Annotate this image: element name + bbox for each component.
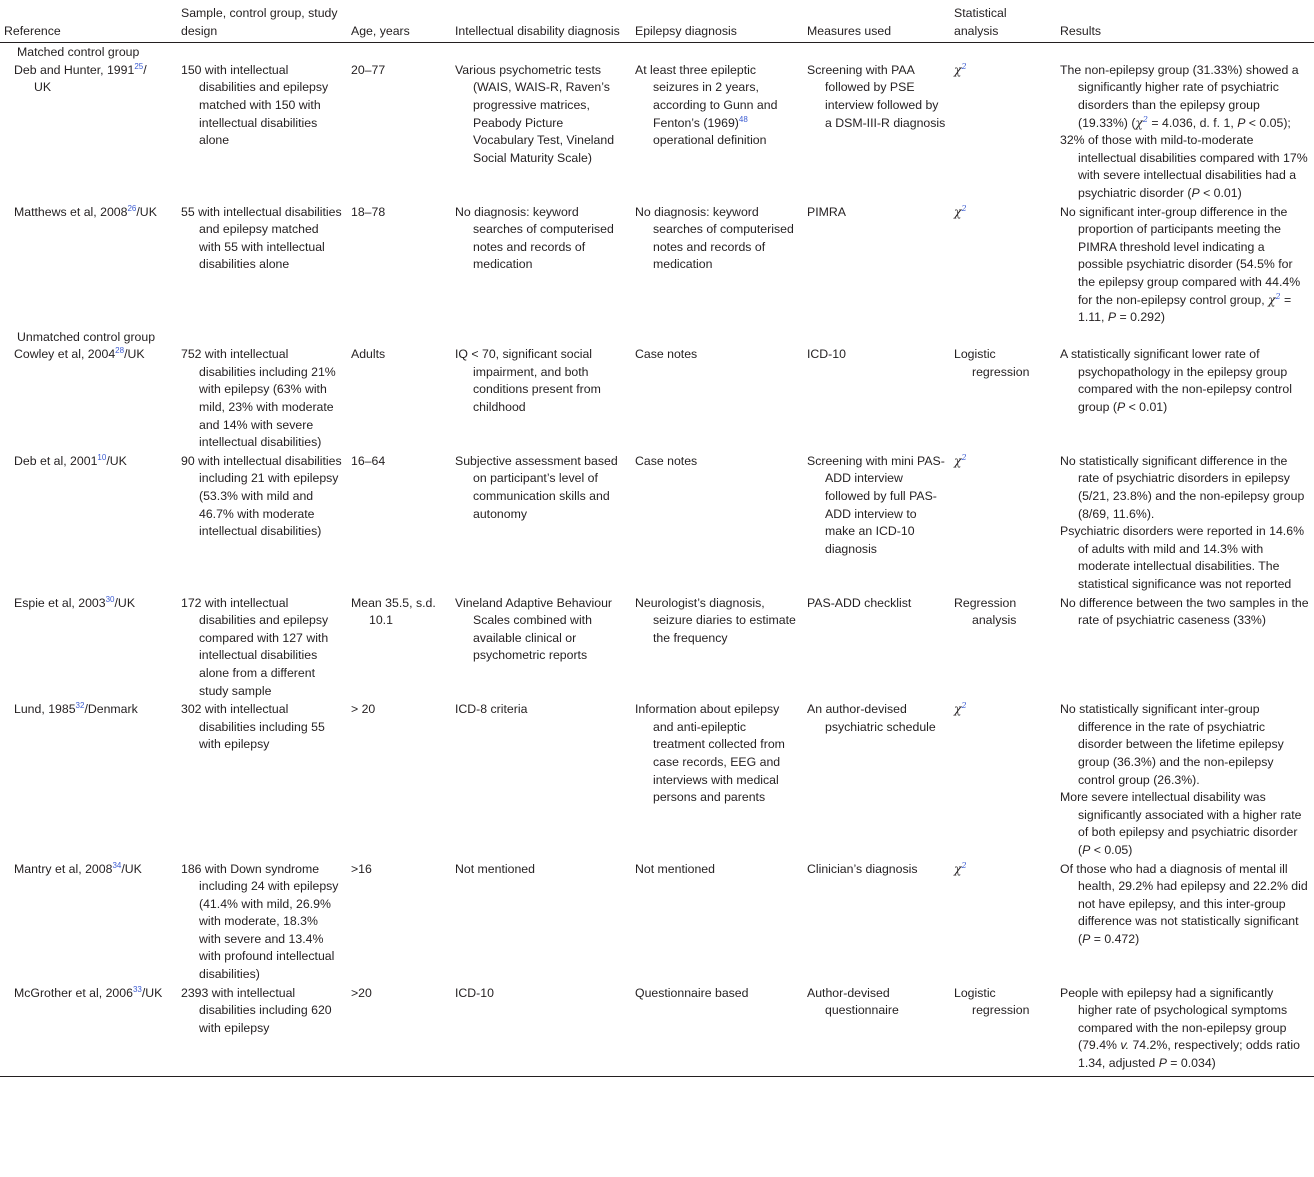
table-row [0, 62, 1314, 204]
results-text [1060, 204, 1310, 327]
p-symbol: P [1116, 400, 1126, 415]
results-part: No significant inter-group difference in the proportion of participants meeting the PIMRA threshold level indicating a possible psychiatric disorder (54.5% for the epilepsy group compared with 44.4% for the non-epilepsy control group, [1060, 204, 1301, 307]
sample-text: 186 with Down syndrome including 24 with epilepsy (41.4% with mild, 26.9% with moderate, 18.3% with severe and 13.4% with profound intellectual disabilities) [181, 861, 339, 982]
sample-text: 90 with intellectual disabilities including 21 with epilepsy (53.3% with mild and 46.7% with moderate intellectual disabilities) [181, 453, 342, 539]
epilepsy-text-end: operational definition [653, 133, 767, 148]
age-text: Mean 35.5, s.d. 10.1 [351, 595, 436, 628]
table-row [0, 595, 1314, 702]
cell-sample [177, 595, 347, 702]
cell-id-diagnosis [451, 62, 631, 204]
reference-suffix: /UK [124, 347, 145, 362]
reference-country: UK [34, 80, 52, 95]
chi-exponent: 2 [1275, 291, 1281, 301]
cell-measures [803, 595, 950, 702]
cell-measures [803, 861, 950, 985]
id-diagnosis-text: Various psychometric tests (WAIS, WAIS-R, Raven’s progressive matrices, Peabody Picture Vocabulary Test, Vineland Social Maturity Scale) [455, 62, 615, 165]
id-diagnosis-text: ICD-10 [455, 985, 494, 1000]
reference-suffix: /Denmark [84, 702, 138, 717]
cell-epilepsy-diagnosis [631, 62, 803, 204]
reference-citation[interactable]: 33 [132, 984, 142, 994]
cell-results [1056, 346, 1314, 453]
cell-age [347, 346, 451, 453]
results-text: No statistically significant difference in the rate of psychiatric disorders in epilepsy (5/21, 23.8%) and the non-epilepsy group (8/69, 11.6%). [1060, 453, 1305, 521]
cell-reference [0, 701, 177, 860]
age-text: 20–77 [351, 62, 386, 77]
cell-age [347, 204, 451, 328]
epilepsy-text: Not mentioned [635, 861, 715, 876]
reference-citation[interactable]: 28 [115, 346, 125, 356]
versus-abbrev: v. [1120, 1038, 1130, 1053]
group-row-unmatched [0, 328, 1314, 347]
cell-age [347, 453, 451, 595]
group-row-matched [0, 43, 1314, 62]
chi-square-exponent: 2 [961, 61, 967, 71]
reference-text: Deb et al, 2001 [14, 453, 98, 468]
results-text-2 [1060, 132, 1310, 202]
col-header-reference: Reference [0, 0, 177, 43]
results-text: No statistically significant inter-group difference in the rate of psychiatric disorder between the lifetime epilepsy group (36.3%) and the non-epilepsy control group (26.3%). [1060, 702, 1284, 787]
cell-sample [177, 985, 347, 1076]
age-text: Adults [351, 347, 386, 362]
id-diagnosis-text: ICD-8 criteria [455, 702, 528, 717]
cell-id-diagnosis [451, 453, 631, 595]
results-part: < 0.05) [1090, 842, 1133, 857]
epilepsy-text: Case notes [635, 347, 698, 362]
cell-id-diagnosis [451, 346, 631, 453]
epilepsy-text: At least three epileptic seizures in 2 years, according to Gunn and Fenton’s (1969) [635, 62, 778, 130]
cell-statistics [950, 861, 1056, 985]
col-header-measures: Measures used [803, 0, 950, 43]
sample-text: 55 with intellectual disabilities and epilepsy matched with 55 with intellectual disabilities alone [181, 204, 342, 272]
p-symbol: P [1107, 310, 1117, 325]
reference-citation[interactable]: 26 [127, 203, 137, 213]
measures-text: Screening with mini PAS-ADD interview followed by full PAS-ADD interview to make an ICD-10 diagnosis [807, 453, 945, 556]
p-symbol: P [1082, 842, 1091, 857]
reference-text: Espie et al, 2003 [14, 595, 106, 610]
col-header-epilepsy-diagnosis: Epilepsy diagnosis [631, 0, 803, 43]
id-diagnosis-text: Not mentioned [455, 861, 535, 876]
reference-suffix: /UK [114, 595, 136, 610]
chi-square-symbol: χ [954, 861, 962, 876]
results-text [1060, 62, 1310, 132]
col-header-age: Age, years [347, 0, 451, 43]
results-part: = 4.036, d. f. 1, [1147, 115, 1238, 130]
results-part: 74.2%, respectively; odds ratio 1.34, adjusted [1078, 1038, 1300, 1071]
cell-statistics [950, 62, 1056, 204]
cell-statistics [950, 985, 1056, 1076]
statistics-text: Logistic regression [954, 347, 1030, 379]
col-header-results: Results [1056, 0, 1314, 43]
reference-text: Lund, 1985 [14, 702, 76, 717]
results-text-2: Psychiatric disorders were reported in 14.6% of adults with mild and 14.3% with moderate intellectual disabilities. The statistical significance was not reported [1060, 524, 1304, 591]
group-label: Matched control group [17, 45, 140, 60]
cell-sample [177, 62, 347, 204]
results-part: = 0.472) [1090, 931, 1140, 946]
cell-reference [0, 985, 177, 1076]
reference-suffix: /UK [106, 453, 127, 468]
cell-statistics [950, 204, 1056, 328]
reference-suffix: /UK [121, 861, 142, 876]
cell-reference [0, 204, 177, 328]
results-text [1060, 346, 1310, 416]
cell-id-diagnosis [451, 985, 631, 1076]
table-row [0, 204, 1314, 328]
chi-square-exponent: 2 [961, 701, 967, 711]
chi-symbol: χ [1268, 292, 1276, 307]
cell-id-diagnosis [451, 701, 631, 860]
cell-statistics [950, 701, 1056, 860]
cell-measures [803, 985, 950, 1076]
sample-text: 752 with intellectual disabilities including 21% with epilepsy (63% with mild, 23% with moderate and 14% with severe intellectual disabilities) [181, 347, 336, 450]
cell-sample [177, 701, 347, 860]
results-text [1060, 985, 1310, 1073]
epilepsy-text: Case notes [635, 453, 698, 468]
cell-age [347, 595, 451, 702]
measures-text: ICD-10 [807, 347, 846, 362]
age-text: > 20 [351, 702, 376, 717]
reference-suffix: /UK [136, 204, 157, 219]
chi-square-symbol: χ [954, 62, 962, 77]
reference-text: Mantry et al, 2008 [14, 861, 113, 876]
chi-square-exponent: 2 [961, 203, 967, 213]
cell-id-diagnosis [451, 204, 631, 328]
cell-results [1056, 453, 1314, 595]
reference-text: Matthews et al, 2008 [14, 204, 128, 219]
reference-citation[interactable]: 32 [75, 701, 85, 711]
table-row [0, 701, 1314, 860]
chi-square-symbol: χ [954, 204, 962, 219]
results-part: More severe intellectual disability was significantly associated with a higher rate of both epilepsy and psychiatric disorder ( [1060, 790, 1302, 857]
cell-results [1056, 985, 1314, 1076]
age-text: 16–64 [351, 453, 386, 468]
chi-square-exponent: 2 [961, 860, 967, 870]
cell-age [347, 861, 451, 985]
reference-citation[interactable]: 34 [112, 860, 122, 870]
cell-reference [0, 346, 177, 453]
cell-results [1056, 701, 1314, 860]
cell-reference [0, 595, 177, 702]
cell-statistics [950, 346, 1056, 453]
results-part: < 0.01) [1125, 400, 1168, 415]
results-part: = 1.11, [1078, 292, 1292, 325]
measures-text: Author-devised questionnaire [807, 985, 899, 1018]
sample-text: 302 with intellectual disabilities including 55 with epilepsy [181, 702, 325, 752]
p-symbol: P [1191, 185, 1200, 200]
epilepsy-text: Information about epilepsy and anti-epileptic treatment collected from case records, EEG and interviews with medical persons and parents [635, 702, 785, 805]
results-part: A statistically significant lower rate of psychopathology in the epilepsy group compared with the non-epilepsy control group ( [1060, 347, 1292, 415]
reference-text: Cowley et al, 2004 [14, 347, 116, 362]
id-diagnosis-text: Vineland Adaptive Behaviour Scales combined with available clinical or psychometric reports [455, 595, 613, 663]
statistics-text: Regression analysis [954, 595, 1017, 628]
cell-epilepsy-diagnosis [631, 701, 803, 860]
results-text: No difference between the two samples in the rate of psychiatric caseness (33%) [1060, 595, 1309, 628]
reference-text: McGrother et al, 2006 [14, 985, 133, 1000]
reference-citation[interactable]: 25 [134, 61, 144, 71]
p-symbol: P [1158, 1056, 1167, 1071]
cell-reference [0, 62, 177, 204]
epilepsy-text: Neurologist’s diagnosis, seizure diaries to estimate the frequency [635, 595, 796, 645]
results-part: The non-epilepsy group (31.33%) showed a significantly higher rate of psychiatric disorders than the epilepsy group (19.33%) ( [1060, 62, 1299, 130]
chi-square-symbol: χ [954, 702, 962, 717]
col-header-intellectual-disability-diagnosis: Intellectual disability diagnosis [451, 0, 631, 43]
measures-text: PIMRA [807, 204, 846, 219]
p-symbol: P [1082, 931, 1091, 946]
cell-results [1056, 204, 1314, 328]
epilepsy-text: Questionnaire based [635, 985, 749, 1000]
statistics-text: Logistic regression [954, 985, 1030, 1018]
col-header-statistical-analysis: Statistical analysis [950, 0, 1056, 43]
cell-sample [177, 453, 347, 595]
cell-id-diagnosis [451, 861, 631, 985]
group-label: Unmatched control group [17, 329, 156, 344]
cell-epilepsy-diagnosis [631, 861, 803, 985]
reference-citation[interactable]: 30 [105, 594, 115, 604]
cell-age [347, 62, 451, 204]
results-text [1060, 861, 1310, 949]
age-text: 18–78 [351, 204, 386, 219]
results-part: = 0.292) [1116, 310, 1165, 325]
cell-statistics [950, 453, 1056, 595]
cell-measures [803, 346, 950, 453]
cell-epilepsy-diagnosis [631, 204, 803, 328]
measures-text: Screening with PAA followed by PSE interview followed by a DSM-III-R diagnosis [807, 62, 946, 130]
cell-measures [803, 701, 950, 860]
cell-results [1056, 595, 1314, 702]
measures-text: Clinician’s diagnosis [807, 861, 918, 876]
cell-measures [803, 62, 950, 204]
id-diagnosis-text: No diagnosis: keyword searches of computerised notes and records of medication [455, 204, 614, 272]
results-part: 32% of those with mild-to-moderate intellectual disabilities compared with 17% with severe intellectual disabilities had a psychiatric disorder ( [1060, 133, 1308, 200]
cell-results [1056, 62, 1314, 204]
chi-symbol: χ [1135, 115, 1143, 130]
results-part: < 0.05); [1245, 115, 1291, 130]
cell-age [347, 701, 451, 860]
table-header [0, 0, 1314, 43]
measures-text: An author-devised psychiatric schedule [807, 702, 936, 734]
cell-epilepsy-diagnosis [631, 985, 803, 1076]
cell-epilepsy-diagnosis [631, 346, 803, 453]
sample-text: 150 with intellectual disabilities and epilepsy matched with 150 with intellectual disabilities alone [181, 62, 329, 148]
cell-epilepsy-diagnosis [631, 595, 803, 702]
results-part: Of those who had a diagnosis of mental ill health, 29.2% had epilepsy and 22.2% did not have epilepsy, and this inter-group difference was not statistically significant ( [1060, 861, 1308, 946]
cell-sample [177, 204, 347, 328]
id-diagnosis-text: IQ < 70, significant social impairment, and both conditions present from childhood [455, 347, 601, 415]
cell-id-diagnosis [451, 595, 631, 702]
results-part: = 0.034) [1166, 1056, 1216, 1071]
age-text: >20 [351, 985, 372, 1000]
epilepsy-citation[interactable]: 48 [738, 114, 748, 124]
table-row [0, 985, 1314, 1076]
cell-statistics [950, 595, 1056, 702]
reference-suffix: /UK [141, 985, 163, 1000]
sample-text: 172 with intellectual disabilities and epilepsy compared with 127 with intellectual disabilities alone from a different study sample [181, 595, 329, 698]
id-diagnosis-text: Subjective assessment based on participant’s level of communication skills and autonomy [455, 453, 618, 521]
cell-sample [177, 346, 347, 453]
cell-measures [803, 453, 950, 595]
results-part: People with epilepsy had a significantly higher rate of psychological symptoms compared with the non-epilepsy group (79.4% [1060, 985, 1288, 1053]
chi-square-symbol: χ [954, 453, 962, 468]
cell-epilepsy-diagnosis [631, 453, 803, 595]
epilepsy-text: No diagnosis: keyword searches of computerised notes and records of medication [635, 204, 794, 272]
cell-reference [0, 453, 177, 595]
cell-sample [177, 861, 347, 985]
reference-suffix: / [143, 62, 147, 77]
chi-exponent: 2 [1142, 114, 1148, 124]
age-text: >16 [351, 861, 372, 876]
chi-square-exponent: 2 [961, 452, 967, 462]
measures-text: PAS-ADD checklist [807, 595, 912, 610]
results-part: < 0.01) [1199, 185, 1242, 200]
col-header-sample: Sample, control group, study design [177, 0, 347, 43]
table-row [0, 346, 1314, 453]
table-row [0, 861, 1314, 985]
reference-text: Deb and Hunter, 1991 [14, 62, 135, 77]
cell-results [1056, 861, 1314, 985]
reference-citation[interactable]: 10 [97, 452, 107, 462]
table-row [0, 453, 1314, 595]
cell-reference [0, 861, 177, 985]
sample-text: 2393 with intellectual disabilities including 620 with epilepsy [181, 985, 332, 1035]
cell-age [347, 985, 451, 1076]
p-symbol: P [1237, 115, 1246, 130]
results-text-2 [1060, 789, 1310, 859]
cell-measures [803, 204, 950, 328]
